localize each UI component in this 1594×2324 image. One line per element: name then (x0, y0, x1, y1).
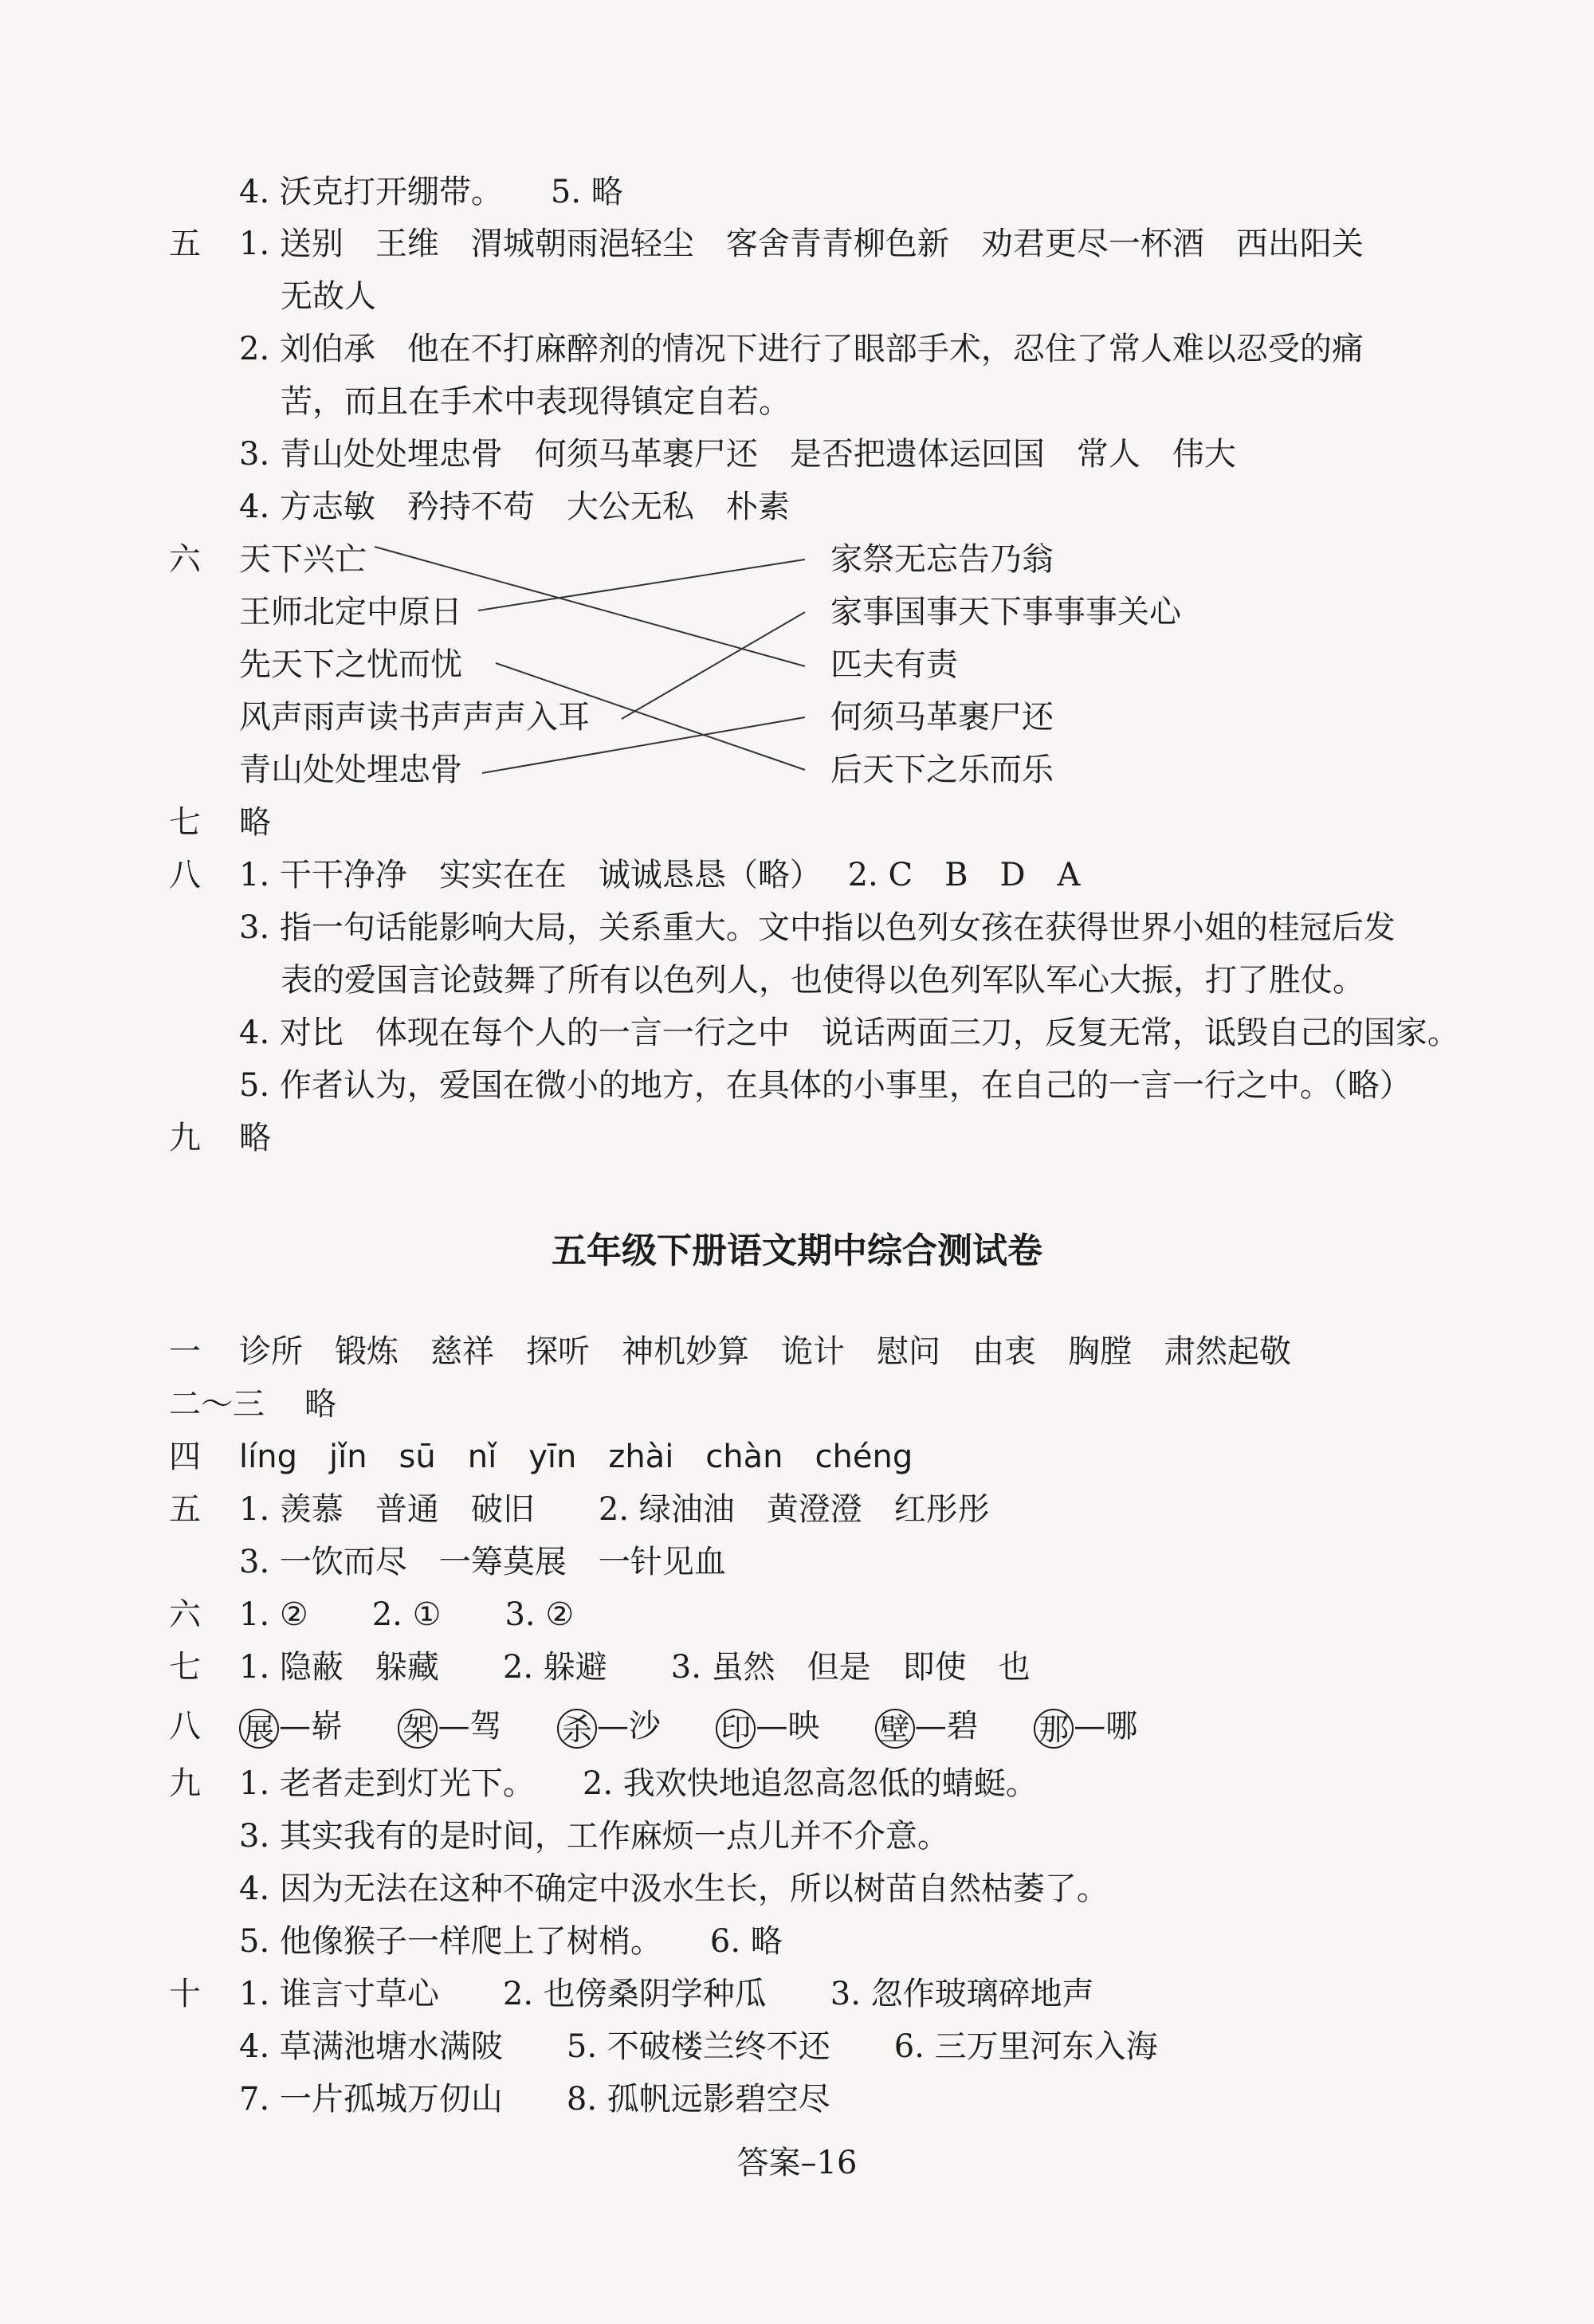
char-pair (1034, 1706, 1137, 1749)
pair-rest: —崭 (279, 1708, 343, 1745)
match-right-item: 家事国事天下事事事关心 (830, 594, 1181, 630)
circled-char: 展 (239, 1709, 279, 1749)
answer-line: 7. 一片孤城万仞山 8. 孤帆远影碧空尽 (239, 2081, 830, 2118)
match-left-item: 王师北定中原日 (239, 594, 462, 630)
answer-line: 3. 一饮而尽 一筹莫展 一针见血 (239, 1544, 726, 1580)
answer-line: 4. 草满池塘水满陂 5. 不破楼兰终不还 6. 三万里河东入海 (239, 2028, 1158, 2065)
answer-line: 1. 谁言寸草心 2. 也傍桑阴学种瓜 3. 忽作玻璃碎地声 (239, 1976, 1094, 2012)
answer-line: 表的爱国言论鼓舞了所有以色列人，也使得以色列军队军心大振，打了胜仗。 (281, 962, 1364, 999)
section-label: 一 (169, 1333, 201, 1370)
match-right-item: 何须马革裹尸还 (830, 699, 1054, 736)
section-label: 五 (169, 226, 201, 262)
match-left-item: 先天下之忧而忧 (239, 646, 462, 683)
match-left-item: 青山处处埋忠骨 (239, 752, 462, 788)
section-label: 四 (169, 1439, 201, 1475)
section-label: 九 (169, 1120, 201, 1156)
answer-line: 苦，而且在手术中表现得镇定自若。 (281, 383, 791, 420)
answer-line: 3. 青山处处埋忠骨 何须马革裹尸还 是否把遗体运回国 常人 伟大 (239, 436, 1236, 473)
circled-char: 壁 (875, 1709, 915, 1749)
answer-line: 4. 沃克打开绷带。 5. 略 (239, 174, 623, 210)
section-label: 六 (169, 541, 201, 578)
section-title: 五年级下册语文期中综合测试卷 (552, 1231, 1042, 1271)
circled-char: 架 (398, 1709, 438, 1749)
page-number: 答案–16 (736, 2145, 858, 2181)
char-pair (716, 1706, 819, 1749)
section-label: 八 (169, 857, 201, 893)
pair-rest: —碧 (914, 1708, 979, 1745)
match-line (622, 612, 805, 719)
pair-rest: —映 (756, 1708, 820, 1745)
match-line (375, 547, 805, 666)
answer-line: 1. ② 2. ① 3. ② (239, 1596, 575, 1633)
answer-line: 4. 因为无法在这种不确定中汲水生长，所以树苗自然枯萎了。 (239, 1871, 1109, 1907)
circled-char: 杀 (557, 1709, 597, 1749)
pair-rest: —沙 (596, 1708, 661, 1745)
section-label: 六 (169, 1596, 201, 1633)
answer-line: 5. 作者认为，爱国在微小的地方，在具体的小事里，在自己的一言一行之中。（略） (239, 1067, 1411, 1104)
answer-line: 5. 他像猴子一样爬上了树梢。 6. 略 (239, 1923, 783, 1960)
answer-line: 1. 隐蔽 躲藏 2. 躲避 3. 虽然 但是 即使 也 (239, 1649, 1031, 1686)
match-line (496, 663, 805, 770)
answer-line: 1. 老者走到灯光下。 2. 我欢快地追忽高忽低的蜻蜓。 (239, 1765, 1038, 1802)
match-right-item: 匹夫有责 (830, 646, 958, 683)
char-pair (398, 1706, 501, 1749)
section-label: 八 (169, 1708, 201, 1745)
answer-line: 略 (304, 1386, 336, 1423)
section-label: 九 (169, 1765, 201, 1802)
answer-line: 诊所 锻炼 慈祥 探听 神机妙算 诡计 慰问 由衷 胸膛 肃然起敬 (239, 1333, 1291, 1370)
circled-char: 那 (1034, 1709, 1074, 1749)
answer-line: 1. 羡慕 普通 破旧 2. 绿油油 黄澄澄 红彤彤 (239, 1491, 990, 1528)
circled-char: 印 (716, 1709, 756, 1749)
pinyin-line: líng jǐn sū nǐ yīn zhài chàn chéng (239, 1439, 913, 1475)
section-label: 七 (169, 1649, 201, 1686)
answer-line: 1. 干干净净 实实在在 诚诚恳恳（略） 2. C B D A (239, 857, 1081, 893)
char-pair (239, 1706, 343, 1749)
match-left-item: 风声雨声读书声声声入耳 (239, 699, 590, 736)
section-label: 二～三 (169, 1386, 265, 1423)
pair-rest: —哪 (1074, 1708, 1138, 1745)
section-label: 五 (169, 1491, 201, 1528)
char-pair (875, 1706, 979, 1749)
match-line (482, 717, 805, 773)
match-left-item: 天下兴亡 (239, 541, 367, 578)
answer-line: 无故人 (281, 278, 376, 315)
section-label: 十 (169, 1976, 201, 2012)
answer-line: 3. 其实我有的是时间，工作麻烦一点儿并不介意。 (239, 1818, 949, 1855)
answer-line: 4. 对比 体现在每个人的一言一行之中 说话两面三刀，反复无常，诋毁自己的国家。 (239, 1015, 1459, 1051)
answer-line: 4. 方志敏 矜持不苟 大公无私 朴素 (239, 489, 790, 525)
answer-line: 略 (239, 1120, 271, 1156)
circled-pairs (239, 1706, 1137, 1747)
match-line (478, 559, 805, 610)
answer-line: 1. 送别 王维 渭城朝雨浥轻尘 客舍青青柳色新 劝君更尽一杯酒 西出阳关 (239, 226, 1364, 262)
char-pair (557, 1706, 661, 1749)
section-label: 七 (169, 804, 201, 841)
answer-line: 略 (239, 804, 271, 841)
answer-line: 2. 刘伯承 他在不打麻醉剂的情况下进行了眼部手术，忍住了常人难以忍受的痛 (239, 331, 1364, 367)
pair-rest: —驾 (438, 1708, 502, 1745)
answer-line: 3. 指一句话能影响大局，关系重大。文中指以色列女孩在获得世界小姐的桂冠后发 (239, 909, 1396, 946)
match-right-item: 家祭无忘告乃翁 (830, 541, 1054, 578)
match-right-item: 后天下之乐而乐 (830, 752, 1054, 788)
